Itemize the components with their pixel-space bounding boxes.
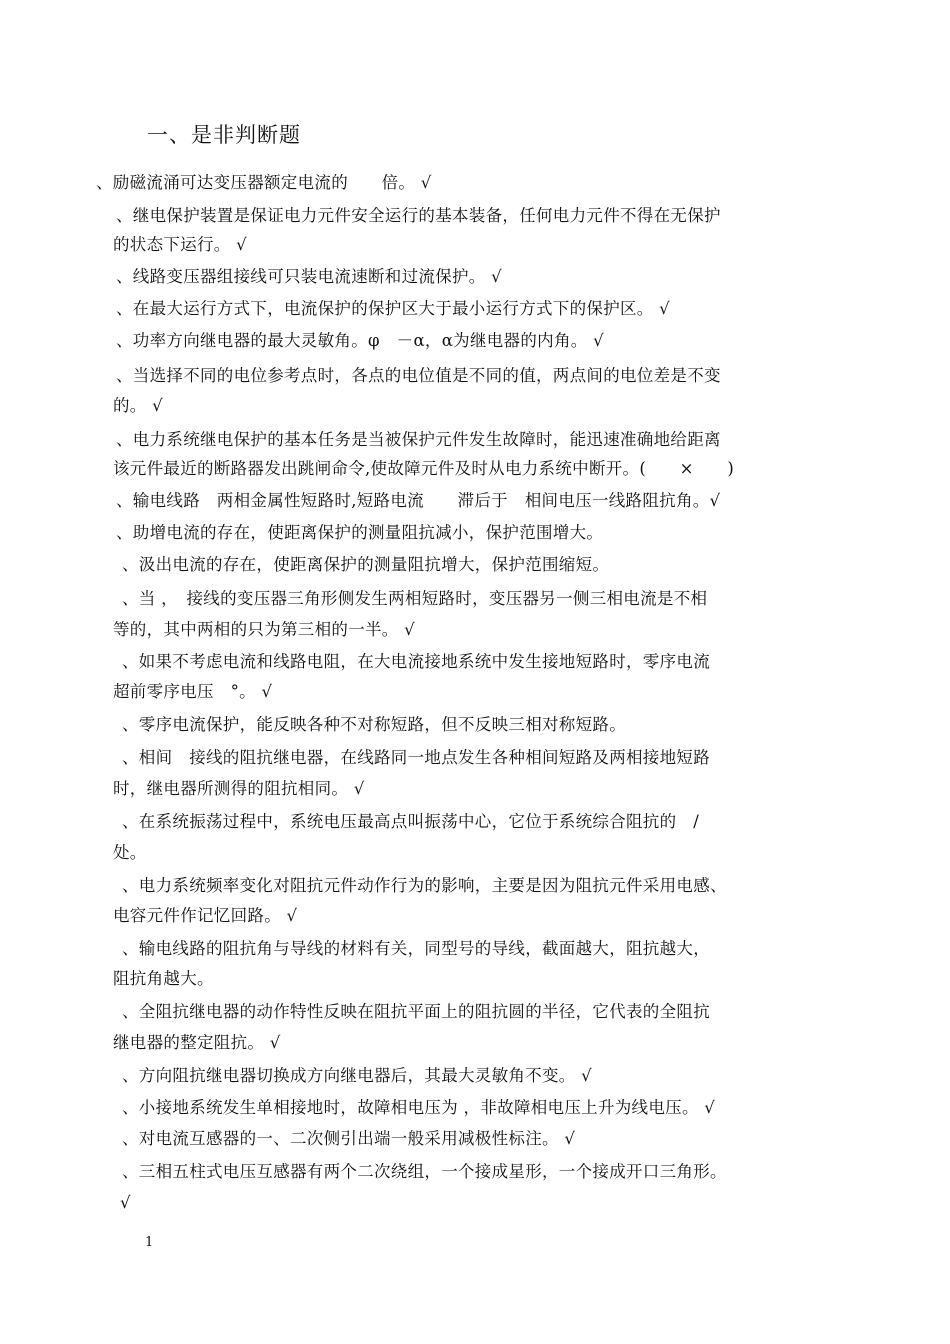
question-line-continuation: 继电器的整定阻抗。 √ [113,1033,281,1052]
check-mark: √ [120,1193,131,1212]
section-heading: 一、是非判断题 [147,123,301,147]
question-line-continuation: 的。 √ [113,396,163,415]
question-line-continuation: 处。 [113,843,147,862]
question-line: 、零序电流保护，能反映各种不对称短路，但不反映三相对称短路。 [122,715,626,734]
question-line: 、输电线路的阻抗角与导线的材料有关，同型号的导线，截面越大，阻抗越大， [122,939,710,958]
question-line: 、电力系统继电保护的基本任务是当被保护元件发生故障时，能迅速准确地给距离 [116,430,721,449]
question-line: 、功率方向继电器的最大灵敏角。φ －α，α为继电器的内角。 √ [116,331,604,350]
question-line: 、励磁流涌可达变压器额定电流的 倍。 √ [96,173,432,192]
question-line-continuation: 电容元件作记忆回路。 √ [113,906,298,925]
question-line: 、继电保护装置是保证电力元件安全运行的基本装备，任何电力元件不得在无保护 [116,206,721,225]
question-line: 、对电流互感器的一、二次侧引出端一般采用减极性标注。 √ [122,1129,576,1148]
page-number: 1 [145,1235,154,1250]
question-line: 、助增电流的存在，使距离保护的测量阻抗减小，保护范围增大。 [116,523,604,542]
question-line: 、线路变压器组接线可只装电流速断和过流保护。 √ [116,267,502,286]
question-line: 、在系统振荡过程中，系统电压最高点叫振荡中心，它位于系统综合阻抗的 / [122,812,700,831]
question-line-continuation: 阻抗角越大。 [113,969,214,988]
question-line: 、当选择不同的电位参考点时，各点的电位值是不同的值，两点间的电位差是不变 [116,366,721,385]
question-line: 、三相五柱式电压互感器有两个二次绕组，一个接成星形，一个接成开口三角形。 [122,1162,727,1181]
question-line: 、小接地系统发生单相接地时，故障相电压为 ，非故障相电压上升为线电压。 √ [122,1098,716,1117]
question-line-continuation: 超前零序电压 °。 √ [113,682,273,701]
question-line: 、方向阻抗继电器切换成方向继电器后，其最大灵敏角不变。 √ [122,1066,592,1085]
question-line: 、输电线路 两相金属性短路时,短路电流 滞后于 相间电压一线路阻抗角。√ [116,491,721,510]
question-line: 、在最大运行方式下，电流保护的保护区大于最小运行方式下的保护区。 √ [116,299,670,318]
question-line-continuation: 时，继电器所测得的阻抗相同。 √ [113,779,365,798]
question-line: 、全阻抗继电器的动作特性反映在阻抗平面上的阻抗圆的半径，它代表的全阻抗 [122,1002,710,1021]
question-line: 、汲出电流的存在，使距离保护的测量阻抗增大，保护范围缩短。 [122,555,610,574]
question-line-continuation: 该元件最近的断路器发出跳闸命令,使故障元件及时从电力系统中断开。( × ) [113,459,735,478]
question-line: 、当 ， 接线的变压器三角形侧发生两相短路时，变压器另一侧三相电流是不相 [122,589,708,608]
question-line-continuation: 的状态下运行。 √ [113,235,247,254]
question-line: 、如果不考虑电流和线路电阻，在大电流接地系统中发生接地短路时，零序电流 [122,652,710,671]
question-line: 、相间 接线的阻抗继电器，在线路同一地点发生各种相间短路及两相接地短路 [122,748,710,767]
question-line-continuation: 等的，其中两相的只为第三相的一半。 √ [113,620,415,639]
question-line: 、电力系统频率变化对阻抗元件动作行为的影响，主要是因为阻抗元件采用电感、 [122,876,727,895]
